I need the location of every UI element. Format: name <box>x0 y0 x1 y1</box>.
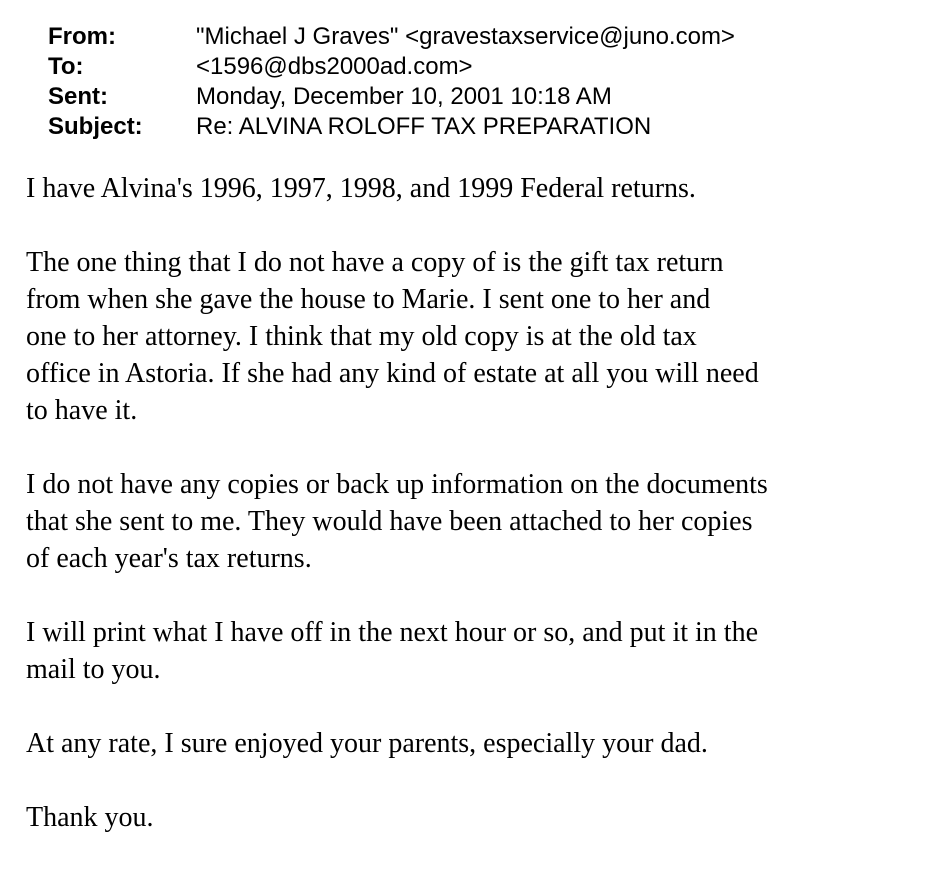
email-body <box>26 170 931 873</box>
body-line: Thank you. <box>26 802 154 833</box>
subject-value: Re: ALVINA ROLOFF TAX PREPARATION <box>196 113 652 140</box>
body-line: that she sent to me. They would have been attached to her copies <box>26 506 753 537</box>
sent-label: Sent: <box>48 83 108 110</box>
body-line: The one thing that I do not have a copy of is the gift tax return <box>26 247 724 278</box>
from-row <box>48 22 735 52</box>
body-line: one to her attorney. I think that my old copy is at the old tax <box>26 321 697 352</box>
subject-label: Subject: <box>48 113 143 140</box>
to-label: To: <box>48 53 84 80</box>
body-line: I will print what I have off in the next hour or so, and put it in the <box>26 617 759 648</box>
body-line: to have it. <box>26 395 138 426</box>
from-value: "Michael J Graves" <gravestaxservice@juno.com> <box>196 23 735 50</box>
body-line: mail to you. <box>26 654 161 685</box>
paragraph-2 <box>26 244 931 429</box>
paragraph-5 <box>26 725 931 762</box>
body-line: At any rate, I sure enjoyed your parents, especially your dad. <box>26 728 708 759</box>
sent-row <box>48 82 735 112</box>
paragraph-3 <box>26 466 931 577</box>
sent-value: Monday, December 10, 2001 10:18 AM <box>196 83 612 110</box>
body-line: from when she gave the house to Marie. I sent one to her and <box>26 284 711 315</box>
body-line: of each year's tax returns. <box>26 543 312 574</box>
to-row <box>48 52 735 82</box>
paragraph-1 <box>26 170 931 207</box>
subject-row <box>48 112 735 142</box>
from-label: From: <box>48 23 116 50</box>
body-line: I do not have any copies or back up information on the documents <box>26 469 768 500</box>
to-value: <1596@dbs2000ad.com> <box>196 53 473 80</box>
body-line: office in Astoria. If she had any kind of estate at all you will need <box>26 358 759 389</box>
body-line: I have Alvina's 1996, 1997, 1998, and 1999 Federal returns. <box>26 173 696 204</box>
paragraph-4 <box>26 614 931 688</box>
paragraph-6 <box>26 799 931 836</box>
email-header <box>48 22 735 142</box>
